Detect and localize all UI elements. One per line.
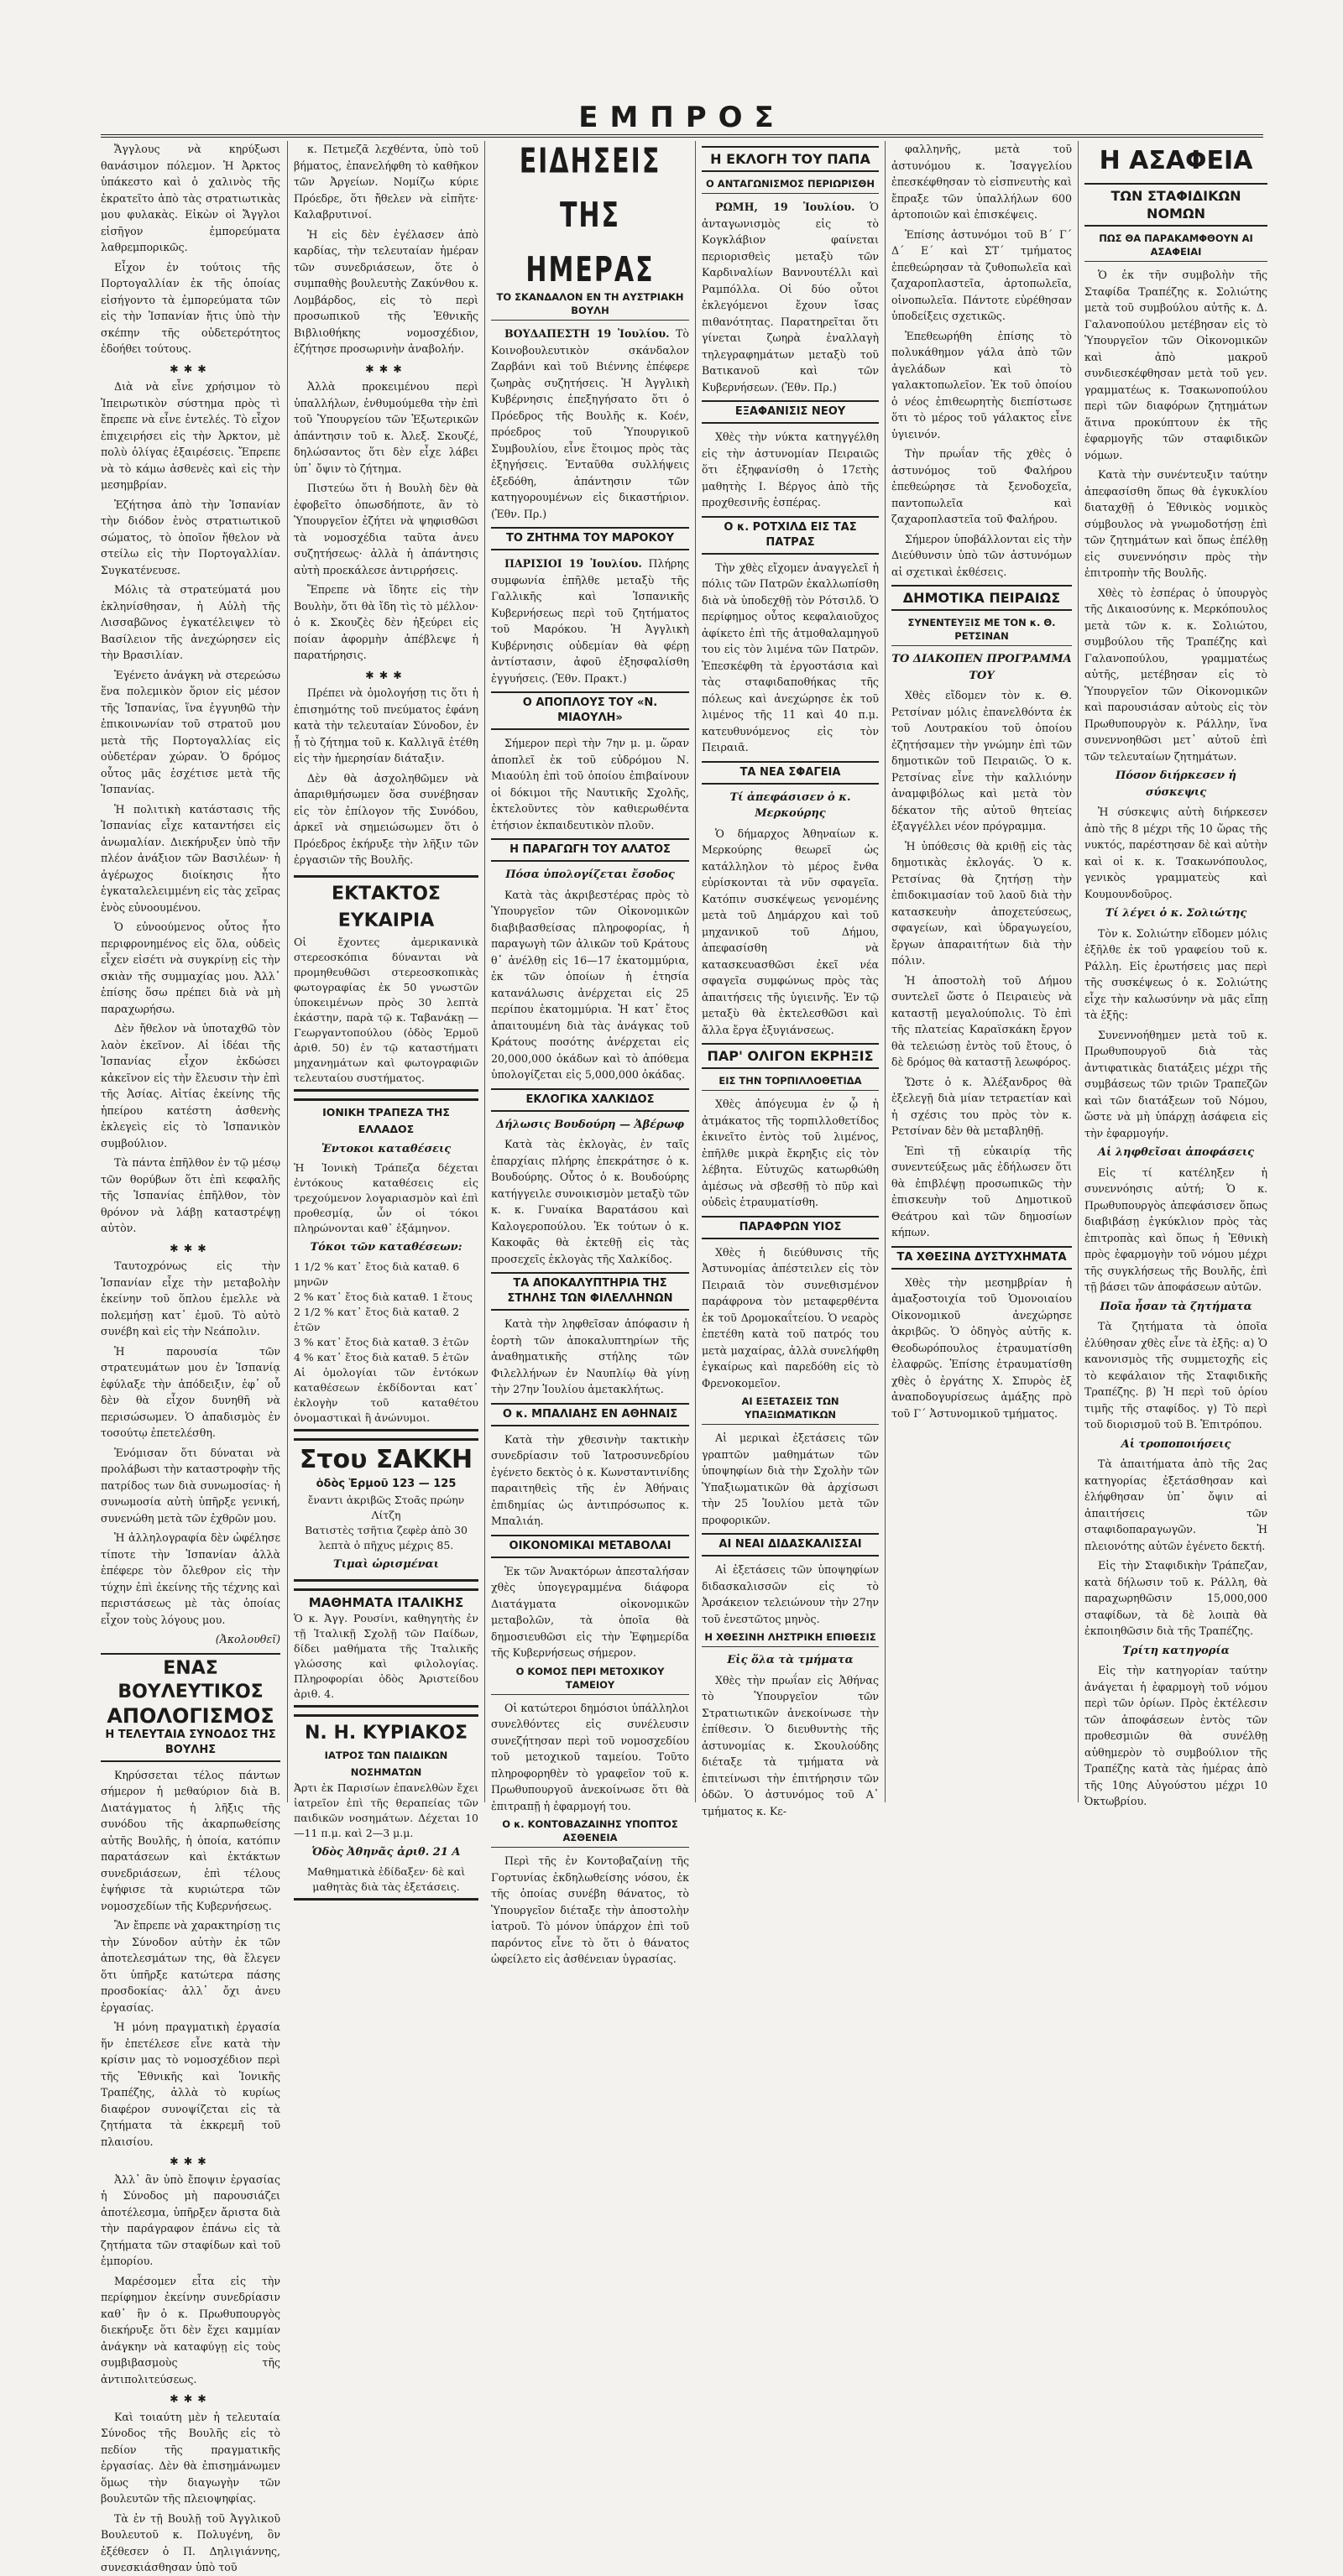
subheadline: Πόσα ὑπολογίζεται ἔσοδος — [505, 868, 675, 881]
column-3 — [491, 141, 689, 1965]
headline: Ο κ. ΚΟΝΤΟΒΑΖΑΙΝΗΣ ΥΠΟΠΤΟΣ ΑΣΘΕΝΕΙΑ — [491, 1817, 689, 1848]
paragraph: Πρέπει νὰ ὁμολογήσῃ τις ὅτι ἡ ἐπισημότης τοῦ πνεύματος ἐφάνη κατὰ τὴν τελευταίαν Σύνοδον, ἐν ᾗ τὸ ζήτημα τοῦ κ. Καλλιγᾶ ἐτέθη εἰς τὴν ἡμερησίαν διάταξιν. — [294, 686, 478, 764]
ad-text: Ἀρτι ἐκ Παρισίων ἐπανελθὼν ἔχει ἰατρεῖον ἐπὶ τῆς θεραπείας τῶν παιδικῶν νοσημάτων. Δέχεται 10—11 π.μ. καὶ 2—3 μ.μ. — [294, 1781, 478, 1839]
paragraph: Εἰς τί κατέληξεν ἡ συνεννόησις αὐτή; Ὁ κ. Πρωθυπουργὸς ἀπεφάσισεν ὅπως διαβιβάσῃ ἐγκύκλιον πρὸς τὰς ἐπιτροπὰς καὶ ὅπως ἡ Ἐθνικὴ πρὸς ἐφαρμογὴν τοῦ νόμου μέχρι τῆς συγκλήσεως τῆς Βουλῆς, ἐπὶ τῇ βάσει τῶν ἀποφάσεων αὐτῶν. — [1084, 1165, 1267, 1293]
paragraph: Καὶ τοιαύτη μὲν ἡ τελευταία Σύνοδος τῆς Βουλῆς εἰς τὸ πεδίον τῆς πραγματικῆς ἐργασίας. Δὲν θὰ ἐπισημάνωμεν ὅμως τὴν διαγωγὴν τῶν βουλευτῶν τῆς πλειοψηφίας. — [101, 2410, 280, 2505]
paragraph: Εἶχον ἐν τούτοις τῆς Πορτογαλλίαν ἐκ τῆς ὁποίας εἰσήγοντο τὰ ἐμπορεύματα τῶν εἰς τὴν Ἰσπανίαν ἤτις ὑπὸ τὴν σκέπην τῆς οὐδετερότητος ἐδοήθει τούτους. — [101, 260, 280, 355]
paragraph: Τὰ ἐν τῇ Βουλῇ τοῦ Ἀγγλικοῦ Βουλευτοῦ κ. Πολυγένη, ὃν ἐξέθεσεν ὁ Π. Δηλιγιάννης, συνεσκιάσθησαν ὑπὸ τοῦ — [101, 2511, 280, 2573]
paragraph: Τὸν κ. Σολιώτην εἴδομεν μόλις ἐξῆλθε ἐκ τοῦ γραφείου τοῦ κ. Ράλλη. Εἰς ἐρωτήσεις μας περὶ τῆς συσκέψεως ὁ κ. Σολιώτης εἶχε τὴν καλωσύνην νὰ μᾶς εἴπῃ τὰ ἑξῆς: — [1084, 926, 1267, 1021]
paragraph: Ἐγένετο ἀνάγκη νὰ στερεώσω ἕνα πολεμικὸν ὅριον εἰς μέσον τῆς Ἰσπανίας, ἵνα ἐγγυηθῶ τὴν ἐπικοινωνίαν τοῦ στρατοῦ μου μετὰ τῆς Πορτογαλλίας εἰς οὐδετέραν χώραν. Ὁ δρόμος οὗτος μᾶς ἐσχέτισε μετὰ τῆς Ἰσπανίας. — [101, 668, 280, 795]
paragraph: Σήμερον ὑποβάλλονται εἰς τὴν Διεύθυνσιν ὑπὸ τῶν ἀστυνόμων αἱ σχετικαὶ ἐκθέσεις. — [891, 532, 1072, 578]
paragraph: Ἀλλὰ προκειμένου περὶ ὑπαλλήλων, ἐνθυμούμεθα τὴν ἐπὶ τοῦ Ὑπουργείου τῶν Ἐξωτερικῶν ἀπάντησιν τοῦ κ. Ἀλεξ. Σκουζέ, δηλώσαντος ὅτι δὲν εἶχε λάβει ὑπ᾽ ὄψιν τὸ ζήτημα. — [294, 380, 478, 475]
paragraph: Τὴν πρωΐαν τῆς χθὲς ὁ ἀστυνόμος τοῦ Φαλήρου ἐπεθεώρησε τὰ ξενοδοχεῖα, παντοπωλεῖα καὶ ζαχαροπλαστεῖα τοῦ Φαλήρου. — [891, 447, 1072, 525]
separator: ✱✱✱ — [170, 362, 212, 375]
subheadline: Εἰς ὅλα τὰ τμήματα — [727, 1654, 854, 1666]
paragraph: Εἰς τὴν Σταφιδικὴν Τράπεζαν, κατὰ δήλωσιν τοῦ κ. Ράλλη, θὰ παραχωρηθῶσιν 15,000,000 σταφίδων, τὰ δὲ λοιπὰ θὰ ἐκποιηθῶσιν διὰ τῆς Τραπέζης. — [1084, 1559, 1267, 1637]
headline: Ο ΚΟΜΟΣ ΠΕΡΙ ΜΕΤΟΧΙΚΟΥ ΤΑΜΕΙΟΥ — [491, 1665, 689, 1695]
article-text: Κατὰ τὴν χθεσινὴν τακτικὴν συνεδρίασιν τοῦ Ἰατροσυνεδρίου ἐγένετο δεκτὸς ὁ κ. Κωνσταντινίδης παραιτηθεὶς τῆς ἐν Ἀθήναις ἐπιδημίας ὡς ἀντιπρόσωπος κ. Μπαλιάη. — [491, 1432, 689, 1527]
article-text: Ἐκ τῶν Ἀνακτόρων ἀπεσταλήσαν χθὲς ὑπογεγραμμένα διάφορα Διατάγματα οἰκονομικῶν μεταβολῶν, τὰ ὁποῖα θὰ δημοσιευθῶσι εἰς τὴν Ἐφημερίδα τῆς Κυβερνήσεως σήμερον. — [491, 1564, 689, 1659]
ad-note: Αἱ ὁμολογίαι τῶν ἐντόκων καταθέσεων ἐκδίδονται κατ᾽ ἐκλογὴν τοῦ καταθέτου ὀνομαστικαὶ ἢ ἀνώνυμοι. — [294, 1365, 478, 1424]
subheadline: Τρίτη κατηγορία — [1122, 1644, 1230, 1657]
column-1 — [101, 141, 280, 2573]
subheadline: Αἱ ληφθεῖσαι ἀποφάσεις — [1097, 1146, 1255, 1159]
continued-note: (Ἀκολουθεῖ) — [215, 1633, 280, 1645]
column-rule — [695, 141, 696, 1802]
column-rule — [1078, 141, 1079, 1802]
headline: Η ΧΘΕΣΙΝΗ ΛΗΣΤΡΙΚΗ ΕΠΙΘΕΣΙΣ — [702, 1630, 879, 1647]
paragraph: Ἀλλ᾽ ἂν ὑπὸ ἔποψιν ἐργασίας ἡ Σύνοδος μὴ παρουσιάζει ἀποτέλεσμα, ὑπῆρξεν ἄριστα διὰ τὴν παράγραφον ἐπάνω εἰς τὰ ζητήματα τῶν σταφίδων καὶ τοῦ ἐμπορίου. — [101, 2172, 280, 2267]
paragraph: Ὁ ἐκ τῆν συμβολὴν τῆς Σταφίδα Τραπέζης κ. Σολιώτης μετὰ τοῦ συμβούλου αὐτῆς κ. Δ. Γαλανοπούλου μετέβησαν εἰς τὸ Ὑπουργεῖον τῶν Οἰκονομικῶν καὶ ἀπὸ μακροῦ συνδιεσκέφθησαν μετὰ τοῦ γεν. γραμματέως κ. Τσακωνοπούλου περὶ τῶν διαφόρων ζητημάτων ἅτινα προκύπτουν ἐκ τῆς ἐφαρμογῆς τῶν σταφιδικῶν νόμων. — [1084, 269, 1267, 461]
ad-subtitle: Ἐντοκοι καταθέσεις — [321, 1142, 452, 1155]
paragraph: Ἐνόμισαν ὅτι δύναται νὰ προλάβωσι τὴν καταστροφὴν τῆς πατρίδος των διὰ συνωμοσίας· ἡ συνωμοσία αὐτὴ ὑπῆρξε γενική, συνενώθη μετὰ τῶν ἐχθρῶν μου. — [101, 1446, 280, 1525]
headline: ΟΙΚΟΝΟΜΙΚΑΙ ΜΕΤΑΒΟΛΑΙ — [491, 1535, 689, 1558]
separator: ✱✱✱ — [170, 2392, 212, 2405]
headline: ΤΟ ΣΚΑΝΔΑΛΟΝ ΕΝ ΤΗ ΑΥΣΤΡΙΑΚΗ ΒΟΥΛΗ — [491, 290, 689, 321]
rate-row: 2 % κατ᾽ ἔτος διὰ καταθ. 1 ἔτους — [294, 1290, 473, 1303]
rate-row: 2 1/2 % κατ᾽ ἔτος διὰ καταθ. 2 ἐτῶν — [294, 1305, 460, 1333]
headline: Ο ΑΠΟΠΛΟΥΣ ΤΟΥ «Ν. ΜΙΑΟΥΛΗ» — [491, 691, 689, 730]
headline: Η ΕΚΛΟΓΗ ΤΟΥ ΠΑΠΑ — [702, 146, 879, 172]
headline: Ο κ. ΡΟΤΧΙΛΔ ΕΙΣ ΤΑΣ ΠΑΤΡΑΣ — [702, 516, 879, 555]
paragraph: Ἔπρεπε νὰ ἴδητε εἰς τὴν Βουλὴν, ὅτι θὰ ἴδη τὶς τὸ μέλλον· ὁ κ. Σκουζὲς δὲν ἠξεύρει εἰς ποίαν ἀφορμὴν ἀπέβλεψε ἡ παρατήρησις. — [294, 583, 478, 661]
ad-text: Ἡ Ἰονικὴ Τράπεζα δέχεται ἐντόκους καταθέσεις εἰς τρεχούμενον λογαριασμὸν καὶ ἐπὶ προθεσμίᾳ, ὧν οἱ τόκοι πληρώνονται καθ᾽ ἑξάμηνον. — [294, 1161, 478, 1234]
subheadline: Τί λέγει ὁ κ. Σολιώτης — [1105, 907, 1247, 920]
subheadline: ΕΙΣ ΤΗΝ ΤΟΡΠΙΛΛΟΘΕΤΙΔΑ — [702, 1074, 879, 1091]
ad-footer: Μαθηματικὰ ἐδίδαξεν· δὲ καὶ μαθητὰς διὰ τὰς ἐξετάσεις. — [306, 1864, 466, 1893]
column-rule — [885, 141, 886, 1802]
headline: ΤΑ ΑΠΟΚΑΛΥΠΤΗΡΙΑ ΤΗΣ ΣΤΗΛΗΣ ΤΩΝ ΦΙΛΕΛΛΗΝΩΝ — [491, 1272, 689, 1311]
headline: ΠΑΡ' ΟΛΙΓΟΝ ΕΚΡΗΞΙΣ — [702, 1043, 879, 1069]
subheadline: Ο ΑΝΤΑΓΩΝΙΣΜΟΣ ΠΕΡΙΩΡΙΣΘΗ — [702, 177, 879, 194]
ad-footer: Τιμαὶ ὡρισμέναι — [333, 1557, 439, 1571]
paragraph: Δὲν ἤθελον νὰ ὑποταχθῶ τὸν λαὸν ἐκεῖνον. Αἱ ἰδέαι τῆς Ἰσπανίας εἶχον ἐκδώσει κἀκεῖνον εἰς τὴν ἔλευσιν τὴν ἐπὶ τῆς Ἀσίας. Αἰτίας ἐκείνης τῆς ἡπείρου κατέστη ἀσθενὴς ἐκλεγεὶς εἰς τὸ Ἰσπανικὸν συμβούλιον. — [101, 1022, 280, 1150]
headline: ΕΚΛΟΓΙΚΑ ΧΑΛΚΙΔΟΣ — [491, 1088, 689, 1112]
headline: ΑΙ ΕΞΕΤΑΣΕΙΣ ΤΩΝ ΥΠΑΞΙΩΜΑΤΙΚΩΝ — [702, 1395, 879, 1425]
paragraph: Ἡ μόνη πραγματικὴ ἐργασία ἥν ἐπετέλεσε εἶνε κατὰ τὴν κρίσιν μας τὸ νομοσχέδιον περὶ τῆς Ἐθνικῆς καὶ Ἰονικῆς Τραπέζης, ἀλλὰ τὸ κυρίως διαφέρον συνοψίζεται εἰς τὰ ζητήματα τὰ ἐκκρεμῆ τοῦ πλαισίου. — [101, 2021, 280, 2148]
article-text: Κατὰ τὰς ἀκριβεστέρας πρὸς τὸ Ὑπουργεῖον τῶν Οἰκονομικῶν διαβιβασθείσας πληροφορίας, ἡ παραγωγὴ τῶν ἁλικῶν τοῦ Κράτους θ᾽ ἀνέλθῃ εἰς 16—17 ἑκατομμύρια, ἐκ τῶν ὁποίων ἡ ἐτησία κατανάλωσις ἀνέρχεται εἰς 25 περίπου ἑκατομμύρια. Ἡ κατ᾽ ἔτος ἀπαιτουμένη διὰ τὰς ἀνάγκας τοῦ Κράτους ποσότης ἀνέρχεται εἰς 20,000,000 ὀκάδων καὶ τὸ ἀπόθεμα ὑπολογίζεται εἰς 5,000,000 ὀκάδας. — [491, 888, 689, 1081]
heading-line: ΑΠΟΛΟΓΙΣΜΟΣ — [107, 1703, 274, 1728]
headline: Ο κ. ΜΠΑΛΙΑΗΣ ΕΝ ΑΘΗΝΑΙΣ — [491, 1403, 689, 1426]
paragraph: Μόλις τὰ στρατεύματά μου ἐκληνίσθησαν, ἡ Αὐλὴ τῆς Λισσαβῶνος ἐγκατέλειψεν τὸ Βασίλειον τῆς ἀνεχώρησεν εἰς τὴν Βρασιλίαν. — [101, 583, 280, 661]
paragraph: Ἡ σύσκεψις αὐτὴ διήρκεσεν ἀπὸ τῆς 8 μέχρι τῆς 10 ὥρας τῆς νυκτός, παρέστησαν δὲ καὶ αὐτὴν καὶ οἱ κ. κ. Τσακωνόπουλος, γενικὸς γραμματεὺς καὶ Κουμουνδοῦρος. — [1084, 806, 1267, 900]
ad-title: Ν. Η. ΚΥΡΙΑΚΟΣ — [305, 1723, 468, 1744]
paragraph: Ταυτοχρόνως εἰς τὴν Ἰσπανίαν εἶχε τὴν μεταβολὴν ἐκείνην τοῦ ὅπλου ἐμελλε νὰ πολεμήσῃ κατ᾽ ἐμοῦ. Τὸ αὐτὸ συνέβη καὶ εἰς τὴν Νεάπολιν. — [101, 1259, 280, 1338]
ad-italian-lessons — [294, 1588, 478, 1708]
rates-title: Τόκοι τῶν καταθέσεων: — [310, 1241, 462, 1254]
article-text: Χθὲς τὴν μεσημβρίαν ἡ ἁμαξοστοιχία τοῦ Ὁμονοιαίου Οἰκονομικοῦ ἀνεχώρησε ἀκριβῶς. Ὁ ὁδηγὸς αὐτῆς κ. Θεοδωρόπουλος ἐτραυματίσθη ἐλαφρῶς. Ἐπίσης ἐτραυματίσθη χθὲς ὁ ἐργάτης Χ. Σπυρὸς ἐξ ἀναποδογυρίσεως ἁμάξης πρὸ τοῦ Γ΄ Ἀστυνομικοῦ τμήματος. — [891, 1275, 1072, 1420]
ad-title: ΜΑΘΗΜΑΤΑ ΙΤΑΛΙΚΗΣ — [308, 1595, 464, 1610]
dateline: ΒΟΥΔΑΠΕΣΤΗ 19 Ἰουλίου. — [504, 327, 670, 340]
paragraph: Ἡ εἰς δὲν ἐγέλασεν ἀπὸ καρδίας, τὴν τελευταίαν ἡμέραν τῶν συνεδριάσεων, ὅτε ὁ συμπαθὴς βουλευτὴς Ζακύνθου κ. Λομβάρδος, εἰς τὸ περὶ προσωπικοῦ τῆς Ἐθνικῆς Βιβλιοθήκης νομοσχέδιον, ἐζήτησε προσωρινὴν ἀναβολήν. — [294, 227, 478, 355]
dateline: ΡΩΜΗ, 19 Ἰουλίου. — [715, 201, 855, 213]
subheadline: Αἱ τροποποιήσεις — [1121, 1437, 1231, 1451]
headline: Η ΑΣΑΦΕΙΑ — [1099, 146, 1253, 175]
article-text: Χθὲς εἴδομεν τὸν κ. Θ. Ρετσίναν μόλις ἐπανελθόντα ἐκ τοῦ Λουτρακίου τοῦ ὁποίου ἐζητήσαμεν τὴν γνώμην ἐπὶ τῶν δημοτικῶν τοῦ Πειραιῶς. Ὁ κ. Ρετσίνας εἶνε τὴν καλλιόνην ἀναμφιβόλως καὶ μετὰ τὸν δέκατον τῆς αὐτοῦ θητείας ἐξαγγέλλει νέον πρόγραμμα. — [891, 689, 1072, 832]
dateline: ΠΑΡΙΣΙΟΙ 19 Ἰουλίου. — [504, 557, 642, 570]
separator: ✱✱✱ — [170, 1241, 212, 1254]
heading-line: ΕΝΑΣ ΒΟΥΛΕΥΤΙΚΟΣ — [118, 1657, 264, 1703]
article-text: Ἡ ὑπόθεσις θὰ κριθῇ εἰς τὰς δημοτικὰς ἐκλογάς. Ὁ κ. Ρετσίνας θὰ ζητήσῃ τὴν ἐπιδοκιμασίαν τοῦ λαοῦ διὰ τὴν κατασκευὴν ἀποχετεύσεως, σφαγείων, καὶ ὑδραγωγείου, ἔργων ἀπαραιτήτων διὰ τὴν πόλιν. — [891, 839, 1072, 967]
headline: ΕΞΑΦΑΝΙΣΙΣ ΝΕΟΥ — [702, 400, 879, 424]
headline: ΤΑ ΧΘΕΣΙΝΑ ΔΥΣΤΥΧΗΜΑΤΑ — [891, 1246, 1072, 1270]
paragraph: Χθὲς τὸ ἑσπέρας ὁ ὑπουργὸς τῆς Δικαιοσύνης κ. Μερκόπουλος μετὰ τῶν κ. κ. Σολιώτου, συμβούλου τῆς Τραπέζης καὶ Γαλανοπούλου, γραμματέως αὐτῆς, μετέβησαν εἰς τὸ Ὑπουργεῖον τῶν Οἰκονομικῶν καὶ παρουσιάσαν αὐτοὺς εἰς τὸν Πρωθυπουργὸν κ. Ράλλην, ἵνα συνεννοηθῶσι μετ᾽ αὐτοῦ ἐπὶ τῶν τελευταίων ζητημάτων. — [1084, 586, 1267, 763]
subheadline: Δήλωσις Βουδούρη — Ἀβέρωφ — [496, 1118, 684, 1131]
separator: ✱✱✱ — [365, 362, 407, 375]
article-text: Πλήρης συμφωνία ἐπῆλθε μεταξὺ τῆς Γαλλικῆς καὶ Ἰσπανικῆς Κυβερνήσεως περὶ τοῦ ζητήματος τοῦ Μαρόκου. Ἡ Ἀγγλικὴ Κυβέρνησις οὐδεμίαν θὰ φέρῃ ἀντίστασιν, ἀφοῦ ἐξησφαλίσθη ἐγγυήσεις. (Ἐθν. Πρακτ.) — [491, 557, 689, 685]
article-text: Περὶ τῆς ἐν Κοντοβαζαίνῃ τῆς Γορτυνίας ἐκδηλωθείσης νόσου, ἐκ τῆς ὁποίας συνέβη θάνατος, τὸ Ὑπουργεῖον διέταξε τὴν ἀποστολὴν ἰατροῦ. Τὸ μόνον ὑπάρχον ἐπὶ τοῦ παρόντος εἶνε τὸ ὅτι ὁ θάνατος ὠφείλετο εἰς ἀσθένειαν ὑγρασίας. — [491, 1854, 689, 1965]
masthead — [101, 101, 1263, 138]
ad-line: ἔναντι ἀκριβῶς Στοᾶς πρώην Λίτζη — [307, 1493, 465, 1521]
article-text: Χθὲς ἀπόγευμα ἐν ᾧ ἡ ἀτμάκατος τῆς τορπιλλοθετίδος ἐκινεῖτο ἐντὸς τοῦ λιμένος, ἐπῆλθε μικρὰ ἔκρηξις εἰς τὸν λέβητα. Εὐτυχῶς κατωρθώθη ἀμέσως νὰ σβεσθῇ τὸ πῦρ καὶ οὐδεὶς ἐτραυματίσθη. — [702, 1098, 879, 1208]
ad-doctor — [294, 1714, 478, 1901]
article-text: Αἱ ἐξετάσεις τῶν ὑποψηφίων διδασκαλισσῶν εἰς τὸ Ἀρσάκειον τελειώνουν τὴν 27ην τοῦ ἐνεστῶτος μηνὸς. — [702, 1563, 879, 1625]
column-4 — [702, 141, 879, 1817]
paragraph: Κηρύσσεται τέλος πάντων σήμερον ἡ μεθαύριον διὰ Β. Διατάγματος ἡ λῆξις τῆς συνόδου τῆς ἀκαρπωθείσης αὐτῆς Βουλῆς, ἡ ὁποία, κατόπιν παρατάσεων καὶ ἐκτάκτων συνεδριάσεων, ἐπὶ τέλους ἐψήφισε τὰ κυριώτερα τῶν νομοσχεδίων τῆς Κυβερνήσεως. — [101, 1768, 280, 1912]
ad-text: Οἱ ἔχοντες ἀμερικανικὰ στερεοσκόπια δύνανται νὰ προμηθευθῶσι στερεοσκοπικὰς φωτογραφίας ἐκ 50 γνωστῶν ὑποκειμένων πρὸς 30 λεπτὰ ἑκάστην, παρὰ τῷ κ. Ταβανάκῃ — Γεωργαντοπούλου (ὁδὸς Ἑρμοῦ ἀριθ. 50) ἐν τῷ καταστήματι μηχανημάτων καὶ φωτογραφιῶν τελευταίου συστήματος. — [294, 935, 478, 1084]
headline: Η ΠΑΡΑΓΩΓΗ ΤΟΥ ΑΛΑΤΟΣ — [491, 838, 689, 862]
subheadline: Ποῖα ἦσαν τὰ ζητήματα — [1100, 1300, 1252, 1313]
ad-sakkis — [294, 1438, 478, 1583]
article-text: Τὴν χθὲς εἴχομεν ἀναγγελεῖ ἡ πόλις τῶν Πατρῶν ἐκαλλωπίσθη διὰ νὰ ὑποδεχθῇ τὸν Ρότσιλδ. Ὁ περίφημος οὗτος κεφαλαιοῦχος ἀφίκετο ἐπὶ τῆς ἀτμοθαλαμηγοῦ του εἰς τὸν λιμένα τῶν Πατρῶν. Ἐπεσκέφθη τὰ ἐργοστάσια καὶ τὰς σταφιδαποθήκας τῆς πόλεως καὶ ἀνεχώρησε ἐκ τοῦ λιμένος τῆς 11 καὶ 40 π.μ. κατευθυνόμενος εἰς τὸν Πειραιᾶ. — [702, 561, 879, 754]
article-text: Ὥστε ὁ κ. Ἀλέξανδρος θὰ ἐξελεγῇ διὰ μίαν τετραετίαν καὶ ἡ σχέσις του πρὸς τὸν κ. Ρετσίναν δὲν θὰ μεταβληθῇ. — [891, 1075, 1072, 1137]
paragraph: Ἡ παρουσία τῶν στρατευμάτων μου ἐν Ἰσπανίᾳ ἐφύλαξε τὴν ἀπόδειξιν, ἐφ᾽ οὗ δὲν θὰ εἶχον δυνηθῆ νὰ περισώσωμεν. Ὁ ἀπαδισμὸς ἐν τοσούτῳ ἐπετελέσθη. — [101, 1344, 280, 1439]
article-text: Κατὰ τὴν ληφθεῖσαν ἀπόφασιν ἡ ἑορτὴ τῶν ἀποκαλυπτηρίων τῆς ἀναθηματικῆς στήλης τῶν Φιλελλήνων ἐν Ναυπλίῳ θὰ γίνῃ τὴν 27ην Ἰουλίου ἀμετακλήτως. — [491, 1317, 689, 1395]
paragraph: Τὰ πάντα ἐπῆλθον ἐν τῷ μέσῳ τῶν θορύβων ὅτι ἐπὶ κεφαλῆς τῆς Ἰσπανίας ἐπῆλθον, τὸν θρόνον νὰ λάβῃ καταστρέψῃ αὐτὸν. — [101, 1156, 280, 1234]
rate-row: 1 1/2 % κατ᾽ ἔτος διὰ καταθ. 6 μηνῶν — [294, 1259, 460, 1288]
article-text: Χθὲς τὴν νύκτα κατηγγέλθη εἰς τὴν ἀστυνομίαν Πειραιῶς ὅτι ἐξηφανίσθη ὁ 17ετὴς μαθητὴς Ι. Βέργος ἀπὸ τῆς προχθεσινῆς ἑσπέρας. — [702, 430, 879, 508]
paragraph: Ἡ πολιτικὴ κατάστασις τῆς Ἰσπανίας εἶχε καταντήσει εἰς ἀνωμαλίαν. Διεκήρυξεν ὑπὸ τῆν πλέον ἀνάξιον τῶν Βασιλέων· ἡ ἀγέρωχος διοίκησις ἦτο ἐγκαταλελειμμένη εἰς τὰς χεῖρας ἑνὸς εὐνοουμένου. — [101, 802, 280, 914]
article-text: Οἱ κατώτεροι δημόσιοι ὑπάλληλοι συνελθόντες εἰς συνέλευσιν συνεζήτησαν περὶ τοῦ νομοσχεδίου τοῦ μετοχικοῦ ταμείου. Τοῦτο πληροφορηθὲν τὸ γραφεῖον τοῦ κ. Πρωθυπουργοῦ ἀνεκοίνωσε ὅτι θὰ ἐπιτραπῇ ἡ ἐφαρμογή του. — [491, 1701, 689, 1812]
ad-title: ΕΚΤΑΚΤΟΣ ΕΥΚΑΙΡΙΑ — [332, 883, 441, 931]
column-2 — [294, 141, 478, 1893]
headline: ΤΩΝ ΣΤΑΦΙΔΙΚΩΝ ΝΟΜΩΝ — [1084, 183, 1267, 227]
paragraph: Ἐπεθεωρήθη ἐπίσης τὸ πολυκάθημον γάλα ἀπὸ τῶν ἀγελάδων καὶ τὸ γαλακτοπωλεῖον. Ἐκ τοῦ ὁποίου ὁ νέος ἐπιθεωρητὴς διεπίστωσε ὅτι τὸ μέρος τοῦ γάλακτος εἶνε ὑγιεινόν. — [891, 329, 1072, 441]
rate-row: 3 % κατ᾽ ἔτος διὰ καταθ. 3 ἐτῶν — [294, 1335, 469, 1348]
ad-text: Ὁ κ. Ἀγγ. Ρουσίνι, καθηγητὴς ἐν τῇ Ἰταλικῇ Σχολῇ τῶν Παίδων, δίδει μαθήματα τῆς Ἰταλικῆς γλώσσης καὶ φιλολογίας. Πληροφορίαι ὁδὸς Ἀριστείδου ἀριθ. 4. — [294, 1612, 478, 1700]
article-text: Ὁ δήμαρχος Ἀθηναίων κ. Μερκούρης θεωρεῖ ὡς κατάλληλον τὸ μέρος ἔνθα εὑρίσκονται τὰ νῦν σφαγεῖα. Κατόπιν συσκέψεως γενομένης μετὰ τοῦ Δημάρχου καὶ τοῦ μηχανικοῦ τοῦ Δήμου, ἀπεφασίσθη νὰ κατασκευασθῶσι ἐκεῖ νέα σφαγεῖα συμφώνως πρὸς τὰς ἀπαιτήσεις τῆς ὑγιεινῆς. Ἐν τῷ μεταξὺ θὰ ἐκτελεσθῶσι καὶ ἄλλα ἔργα ἐξυγιάνσεως. — [702, 827, 879, 1036]
article-text: Ἐπὶ τῇ εὐκαιρίᾳ τῆς συνεντεύξεως μᾶς ἐδήλωσεν ὅτι θὰ ἐπιβλέψῃ προσωπικῶς τὴν ἐπισκευὴν τοῦ Δημοτικοῦ Θεάτρου καὶ τῶν δημοσίων κήπων. — [891, 1144, 1072, 1238]
column-5 — [891, 141, 1072, 1802]
paragraph: Ἐπίσης ἀστυνόμοι τοῦ Β΄ Γ΄ Δ΄ Ε΄ καὶ ΣΤ΄ τμήματος ἐπεθεώρησαν τὰ ζυθοπωλεῖα καὶ ζαχαροπλαστεῖα, ἀρτοπωλεῖα, οἰνοπωλεῖα. Πάντοτε εὑρέθησαν ὑποδείξεις σχετικῶς. — [891, 227, 1072, 322]
paragraph: Μαρέσομεν εἶτα εἰς τὴν περίφημον ἐκείνην συνεδρίασιν καθ᾽ ἣν ὁ κ. Πρωθυπουργὸς διεκήρυξε ὅτι δὲν ἔχει καμμίαν ἀνάγκην νὰ καταφύγῃ εἰς τοὺς συμβιβασμοὺς τῆς ἀντιπολιτεύσεως. — [101, 2274, 280, 2386]
paragraph: Ἂν ἔπρεπε νὰ χαρακτηρίσῃ τις τὴν Σύνοδον αὐτὴν ἐκ τῶν ἀποτελεσμάτων της, θὰ ἔλεγεν ὅτι ὑπῆρξε κατώτερα πάσης προσδοκίας· ἀλλ᾽ ὄχι ἀνευ ἐργασίας. — [101, 1919, 280, 2014]
headline: ΠΑΡΑΦΡΩΝ ΥΙΟΣ — [702, 1216, 879, 1239]
article-text: Χθὲς τὴν πρωΐαν εἰς Ἀθήνας τὸ Ὑπουργεῖον τῶν Στρατιωτικῶν ἀνεκοίνωσε τὴν ἐπίθεσιν. Ὁ διευθυντὴς τῆς ἀστυνομίας κ. Σκουλούδης διέταξε τὰ τμήματα νὰ ἐπιτείνωσι τὴν ἐπιτήρησιν τῶν ὁδῶν. Ὁ ἀστυνόμος τοῦ Α᾽ τμήματος κ. Κε- — [702, 1673, 879, 1817]
article-text: Χθὲς ἡ διεύθυνσις τῆς Ἀστυνομίας ἀπέστειλεν εἰς τὸν Πειραιᾶ τὸν συνεθισμένον παράφρονα τὸν μεταφερθέντα ἐκ τοῦ Δρομοκαΐτείου. Ὁ νεαρὸς ἐπετέθη κατὰ τοῦ πατρός του μετὰ μαχαίρας, ἀλλὰ συνελήφθη ἐγκαίρως καὶ παρεδόθη εἰς τὸ Φρενοκομεῖον. — [702, 1245, 879, 1390]
separator: ✱✱✱ — [170, 2155, 212, 2167]
column-6 — [1084, 141, 1267, 1807]
article-text: Ἡ ἀποστολὴ τοῦ Δήμου συντελεῖ ὥστε ὁ Πειραιεὺς νὰ καταστῇ μεγαλούπολις. Τὸ ἐπὶ τῆς πλατείας Καραϊσκάκη ἔργον θὰ τελειώσῃ ἐντὸς τοῦ ἔτους, ὁ δὲ δρόμος θὰ καταστῇ λεωφόρος. — [891, 973, 1072, 1068]
headline: ΔΗΜΟΤΙΚΑ ΠΕΙΡΑΙΩΣ — [891, 585, 1072, 611]
heading-line: Η ΤΕΛΕΥΤΑΙΑ ΣΥΝΟΔΟΣ ΤΗΣ ΒΟΥΛΗΣ — [105, 1728, 276, 1756]
ad-title: Στου ΣΑΚΚΗ — [299, 1444, 473, 1474]
subheadline: ΣΥΝΕΝΤΕΥΞΙΣ ΜΕ ΤΟΝ κ. Θ. ΡΕΤΣΙΝΑΝ — [891, 616, 1072, 646]
headline: ΤΟ ΖΗΤΗΜΑ ΤΟΥ ΜΑΡΟΚΟΥ — [491, 527, 689, 550]
paragraph: Διὰ νὰ εἶνε χρήσιμον τὸ Ἰπειρωτικὸν σύστημα πρὸς τὶ ἔπρεπε νὰ εἶνε ἐντελές. Τὸ εἶχον ἐπιχειρήσει εἰς τὴν Ἀρκτον, μὲ πολὺ ὀλίγας ἐξαιρέσεις. Ἔπρεπε νὰ τὸ κάμω ἀσθενὲς καὶ εἰς τὴν μεσημβρίαν. — [101, 380, 280, 491]
paragraph: Ὁ εὐνοούμενος οὗτος ἦτο περιφρονημένος εἰς ὅλα, οὐδεὶς εἶχεν εἰσέτι νὰ συγκρίνῃ εἰς τὴν σκιὰν τῆς συμμαχίας μου. Ἀλλ᾽ ἐπίσης ὅσω πρέπει διὰ νὰ μὴ παραχωρήσω. — [101, 920, 280, 1015]
column-rule — [287, 141, 288, 1802]
subheadline: ΤΟ ΔΙΑΚΟΠΕΝ ΠΡΟΓΡΑΜΜΑ ΤΟΥ — [891, 653, 1072, 682]
rate-row: 4 % κατ᾽ ἔτος διὰ καταθ. 5 ἐτῶν — [294, 1350, 469, 1364]
subheadline: ΠΩΣ ΘΑ ΠΑΡΑΚΑΜΦΘΟΥΝ ΑΙ ΑΣΑΦΕΙΑΙ — [1084, 232, 1267, 262]
paragraph: κ. Πετμεζᾶ λεχθέντα, ὑπὸ τοῦ βήματος, ἐπανελήφθη τὸ καθῆκον τῶν Ἀργείων. Νομίζω κύριε Πρόεδρε, ὅτι ἤθελεν νὰ εἰπῆτε· Καλαβρυτινοί. — [294, 143, 478, 221]
paragraph: Πιστεύω ὅτι ἡ Βουλὴ δὲν θὰ ἐφοβεῖτο ὁπωσδήποτε, ἂν τὸ Ὑπουργεῖον ἐζήτει νὰ ψηφισθῶσι τὰ νομοσχέδια ταῦτα ἀνευ συζητήσεως· ἀλλὰ ἡ ἀπάντησις αὐτὴ προεκάλεσε ἀντιρρήσεις. — [294, 482, 478, 576]
paragraph: Ἐζήτησα ἀπὸ τὴν Ἰσπανίαν τὴν διόδον ἑνὸς στρατιωτικοῦ σώματος, τὸ ὁποῖον ἤθελον νὰ στείλω εἰς τὴν Πορτογαλλίαν. Συγκατένευσε. — [101, 498, 280, 576]
paragraph: Κατὰ τὴν συνέντευξιν ταύτην ἀπεφασίσθη ὅπως θὰ ἐγκυκλίου διαταχθῇ ὁ Ἐθνικὸς νομικὸς σύμβουλος νὰ γνωμοδοτήσῃ ἐπὶ τῶν ζητημάτων καὶ ὅπως ἐπέλθῃ εἰς συνεννόησιν πρὸς τὴν ἐπιτροπὴν τῆς Βουλῆς. — [1084, 468, 1267, 579]
paragraph: Δὲν θὰ ἀσχοληθῶμεν νὰ ἀπαριθμήσωμεν ὅσα συνέβησαν εἰς τὸν ἐπίλογον τῆς Συνόδου, ἀρκεῖ νὰ σημειώσωμεν ὅτι ὁ Πρόεδρος ἐκήρυξε τὴν λῆξιν τῶν ἐργασιῶν τῆς Βουλῆς. — [294, 771, 478, 866]
ad-stereoscope — [294, 875, 478, 1092]
subheadline: Τί ἀπεφάσισεν ὁ κ. Μερκούρης — [729, 790, 851, 820]
newspaper-title: ΕΜΠΡΟΣ — [578, 101, 786, 134]
ad-address: ὁδὸς Ἑρμοῦ 123 — 125 — [316, 1477, 457, 1490]
ad-offer: Βατιστὲς τσῆτια ζεφὲρ ἀπὸ 30 λεπτὰ ὁ πῆχυς μέχρις 85. — [305, 1523, 468, 1551]
headline: ΑΙ ΝΕΑΙ ΔΙΔΑΣΚΑΛΙΣΣΑΙ — [702, 1533, 879, 1557]
article-text: Σήμερον περὶ τὴν 7ην μ. μ. ὥραν ἀποπλεῖ ἐκ τοῦ εὐδρόμου Ν. Μιαούλη ἐπὶ τοῦ ὁποίου ἐπιβαίνουν οἱ δόκιμοι τῆς Ναυτικῆς Σχολῆς, ἐκτελοῦντες τὸν καθιερωθέντα ἐτήσιον ἐκπαιδευτικὸν πλοῦν. — [491, 737, 689, 832]
article-text: Αἱ μερικαὶ ἐξετάσεις τῶν γραπτῶν μαθημάτων τῶν ὑποψηφίων διὰ τὴν Σχολὴν τῶν Ὑπαξιωματικῶν θὰ ἀρχίσωσι τὴν 25 Ἰουλίου μετὰ τῶν προφορικῶν. — [702, 1431, 879, 1526]
article-heading — [101, 1653, 280, 1762]
paragraph: φαλληνῆς, μετὰ τοῦ ἀστυνόμου κ. Ἰσαγγελίου ἐπεσκέφθησαν τὸ εἰσπνευτὴς καὶ ἔπραξε τῶν ὑπαλλήλων 600 ἀρτοποιῶν καὶ ἐπισκέψεις. — [891, 143, 1072, 221]
ad-ionian-bank — [294, 1098, 478, 1431]
subheadline: Πόσον διήρκεσεν ἡ σύσκεψις — [1116, 769, 1236, 799]
article-text: Κατὰ τὰς ἐκλογὰς, ἐν ταῖς ἐπαρχίαις πλήρης ἐπεκράτησε ὁ κ. Βουδούρης. Οὗτος ὁ κ. Βουδούρης κατήγγειλε συνοικισμὸν μεταξὺ τῶν κ. κ. Γυναίκα Βαρατάσου καὶ Καλογεροπούλου. Ἐκ τούτων ὁ κ. Κακοφᾶς θὰ ἐκτεθῇ εἰς τὰς προσεχεῖς ἐκλογὰς τῆς Χαλκίδος. — [491, 1138, 689, 1265]
paragraph: Ἡ ἀλληλογραφία δὲν ὠφέλησε τίποτε τὴν Ἰσπανίαν ἀλλὰ ἐπέφερε τὸν ὄλεθρον εἰς τὴν τύχην ἐπὶ ἐκείνης τῆς τέχνης καὶ περιστάσεως μὲ τὰς ὁποίας εἶχον τοὺς λόγους μου. — [101, 1531, 280, 1626]
paragraph: Τὰ ἀπαιτήματα ἀπὸ τῆς 2ας κατηγορίας ἐξετάσθησαν καὶ ἐλήφθησαν ὑπ᾽ ὄψιν αἱ ἀπαιτήσεις τῶν σταφιδοπαραγωγῶν. Ἡ πλειονότης αὐτῶν ἐγένετο δεκτή. — [1084, 1457, 1267, 1552]
article-text: Τὸ Κοινοβουλευτικὸν σκάνδαλον Ζαρβάνι καὶ τοῦ Βιέννης ἐπέφερε ζωηρὰς συζητήσεις. Ἡ Ἀγγλικὴ Κυβέρνησις ἐπεξηγήσατο ὅτι ὁ Πρόεδρος τῆς Βουλῆς κ. Κοέν, πρόεδρος τοῦ Ὑπουργικοῦ Συμβουλίου, εἶνε ἕτοιμος πρὸς τὰς ἐξηγήσεις. Ἐνταῦθα συλλήψεις ἐξεδόθη, ἀπάντησιν τῶν κατηγορουμένων εἰς δικαστήριον. (Ἐθν. Πρ.) — [491, 327, 689, 520]
ad-subtitle: ΙΑΤΡΟΣ ΤΩΝ ΠΑΙΔΙΚΩΝ ΝΟΣΗΜΑΤΩΝ — [324, 1749, 448, 1778]
paragraph: Ἄγγλους νὰ κηρύξωσι θανάσιμον πόλεμον. Ἡ Ἀρκτος ὑπάκεστο καὶ ὁ χαλινὸς τῆς ἐκρατεῖτο ἀπὸ τὰς στρατιωτικὰς μου φυλακὰς. Εἰκὼν οἱ Ἄγγλοι εἰσῆγον ἐμπορεύματα λαθρεμπορικῶς. — [101, 143, 280, 253]
paragraph: Εἰς τὴν κατηγορίαν ταύτην ἀνάγεται ἡ ἐφαρμογὴ τοῦ νόμου περὶ τῶν ὁρίων. Πρὸς ἐκτέλεσιν τῶν ἀποφάσεων ἐντὸς τῶν προθεσμιῶν θὰ συνέλθῃ αὐθημερὸν τὸ συμβούλιον τῆς Τραπέζης κατὰ τὰς ἡμέρας ἀπὸ τῆς 10ης Αὐγούστου μέχρι 10 Ὀκτωβρίου. — [1084, 1664, 1267, 1807]
paragraph: Συνεννοήθημεν μετὰ τοῦ κ. Πρωθυπουργοῦ διὰ τὰς ἀντιφατικὰς διατάξεις μέχρι τῆς συμβάσεως τῶν τριῶν Τραπεζῶν καὶ τῶν διατάξεων τοῦ Νόμου, ὥστε νὰ μὴ ὑπάρχῃ ἀσάφεια εἰς τὴν ἐφαρμογήν. — [1084, 1028, 1267, 1139]
ad-address: Ὁδὸς Ἀθηνᾶς ἀριθ. 21 Α — [311, 1846, 461, 1859]
separator: ✱✱✱ — [365, 668, 407, 681]
headline: ΤΑ ΝΕΑ ΣΦΑΓΕΙΑ — [702, 761, 879, 785]
article-text: Ὁ ἀνταγωνισμὸς εἰς τὸ Κογκλάβιον φαίνεται περιορισθεὶς μεταξὺ τῶν Καρδιναλίων Βαννουτέλλι καὶ Ραμπόλλα. Οἱ δύο οὗτοι ἐκλεγόμενοι ἔχουν ἴσας πιθανότητας. Παρατηρεῖται ὅτι γίνεται ζωηρὰ ἐναλλαγὴ τηλεγραφημάτων μεταξὺ τοῦ Βατικανοῦ καὶ τῶν Κυβερνήσεων. (Ἐθν. Πρ.) — [702, 201, 879, 394]
ad-title: ΙΟΝΙΚΗ ΤΡΑΠΕΖΑ ΤΗΣ ΕΛΛΑΔΟΣ — [322, 1105, 450, 1135]
paragraph: Τὰ ζητήματα τὰ ὁποῖα ἐλύθησαν χθὲς εἶνε τὰ ἑξῆς: α) Ὁ κανονισμὸς τῆς συμμετοχῆς εἰς τὸ κεφάλαιον τῆς Σταφιδικῆς Τραπέζης. β) Ἡ περὶ τοῦ ὁρίου τιμῆς τῆς σταφίδος. γ) Τὸ περὶ τοῦ διορισμοῦ τοῦ Β. Ἐπιτρόπου. — [1084, 1320, 1267, 1431]
column-rule — [484, 141, 485, 1802]
section-title: ΕΙΔΗΣΕΙΣ ΤΗΣ ΗΜΕΡΑΣ — [519, 141, 661, 290]
